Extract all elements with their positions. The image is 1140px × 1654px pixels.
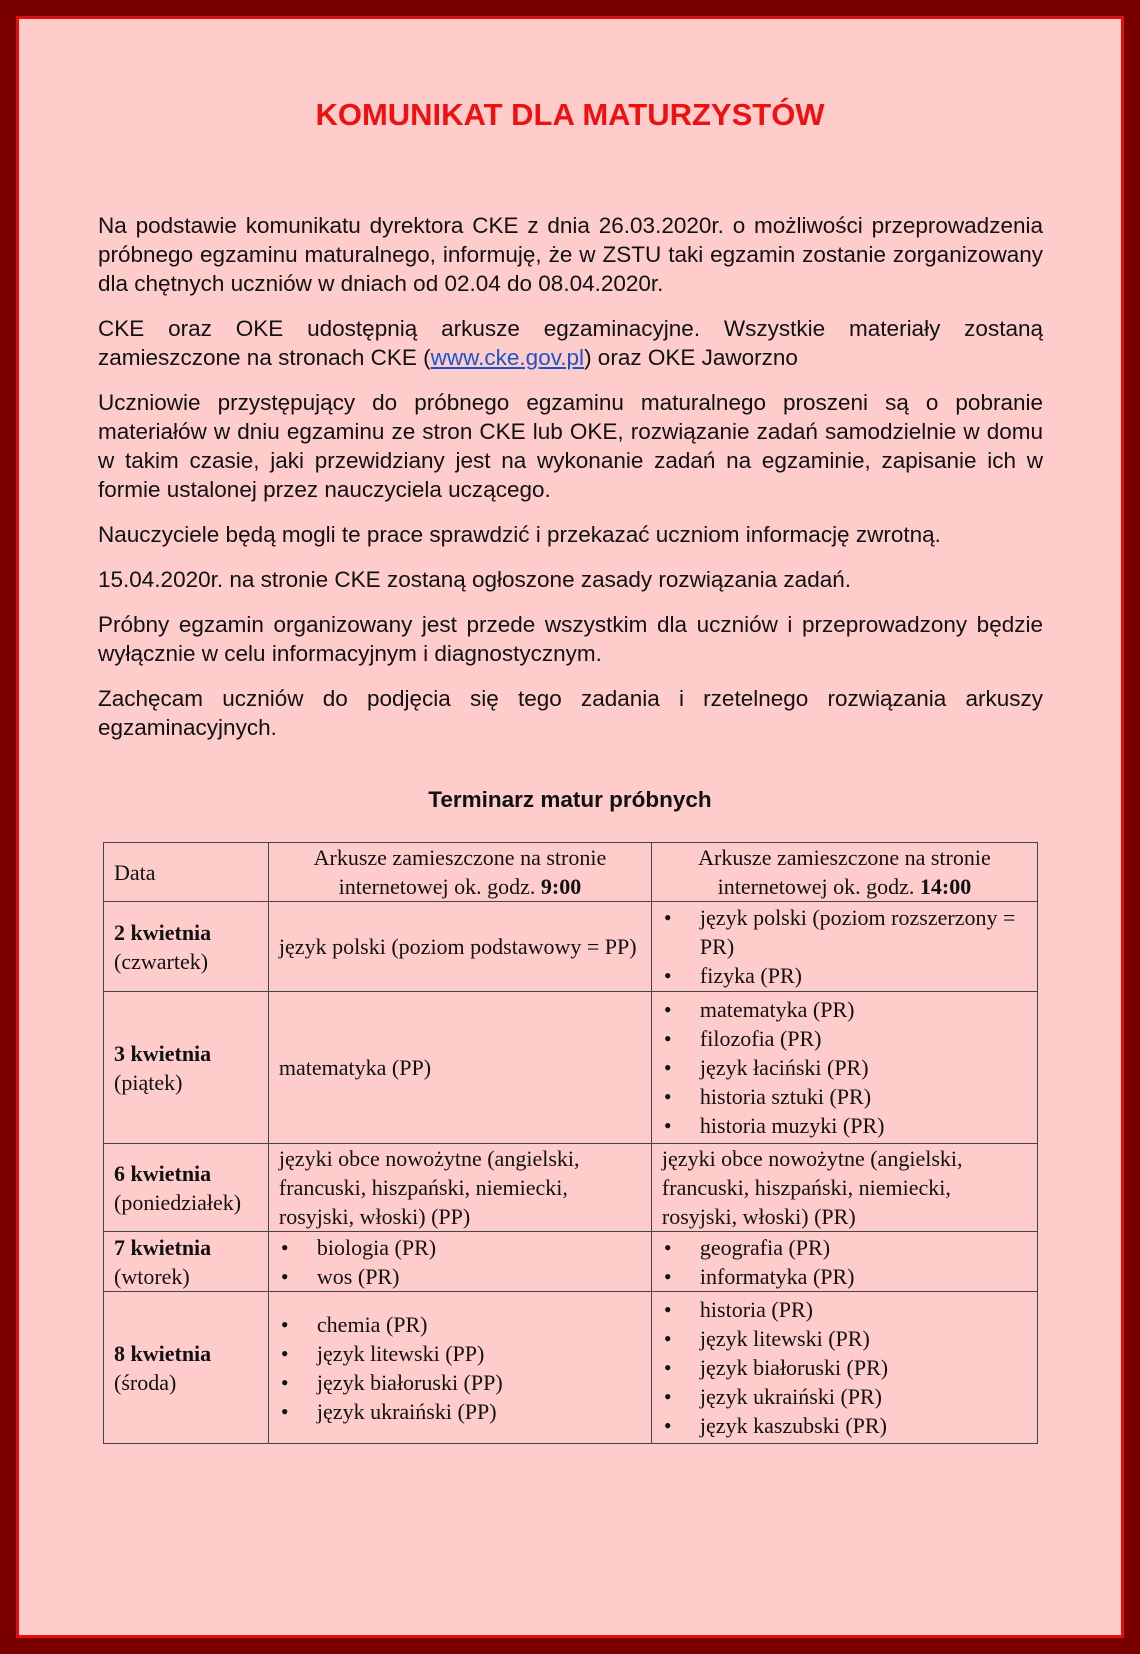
paragraph-materials [98, 314, 1043, 372]
afternoon-exam-list [662, 1233, 1027, 1291]
list-item: • język ukraiński (PR) [662, 1382, 1027, 1411]
date-weekday: (wtorek) [114, 1263, 190, 1289]
table-row [104, 992, 1038, 1144]
date-day: 3 kwietnia [114, 1040, 212, 1066]
cke-website-link[interactable]: www.cke.gov.pl [430, 345, 585, 370]
morning-cell [268, 1292, 651, 1444]
morning-cell: matematyka (PP) [268, 992, 651, 1144]
list-item: • filozofia (PR) [662, 1024, 1027, 1053]
afternoon-cell [651, 1292, 1037, 1444]
date-weekday: (piątek) [114, 1069, 183, 1095]
date-cell [104, 1292, 269, 1444]
date-day: 2 kwietnia [114, 919, 212, 945]
afternoon-cell: języki obce nowożytne (angielski, francuski, hiszpański, niemiecki, rosyjski, włoski) (PR) [651, 1144, 1037, 1232]
paragraph-materials-text-end: ) oraz OKE Jaworzno [584, 345, 798, 370]
list-item: • historia muzyki (PR) [662, 1111, 1027, 1140]
list-item: • historia sztuki (PR) [662, 1082, 1027, 1111]
page-title: KOMUNIKAT DLA MATURZYSTÓW [315, 97, 825, 132]
announcement-body [98, 211, 1043, 758]
afternoon-exam-list [662, 995, 1027, 1140]
list-item: • matematyka (PR) [662, 995, 1027, 1024]
list-item: • chemia (PR) [279, 1310, 641, 1339]
header-date: Data [104, 843, 269, 902]
date-weekday: (środa) [114, 1369, 177, 1395]
list-item: • język łaciński (PR) [662, 1053, 1027, 1082]
paragraph-purpose: Próbny egzamin organizowany jest przede wszystkim dla uczniów i przeprowadzony będzie wyłącznie w celu informacyjnym i diagnostycznym. [98, 612, 1043, 666]
date-day: 8 kwietnia [114, 1340, 212, 1366]
list-item: • język polski (poziom rozszerzony = PR) [662, 903, 1027, 961]
date-weekday: (czwartek) [114, 948, 209, 974]
list-item: • geografia (PR) [662, 1233, 1027, 1262]
date-cell [104, 902, 269, 992]
header-afternoon [651, 843, 1037, 902]
date-day: 6 kwietnia [114, 1160, 212, 1186]
afternoon-exam-list [662, 1295, 1027, 1440]
list-item: • historia (PR) [662, 1295, 1027, 1324]
date-cell [104, 1144, 269, 1232]
morning-cell [268, 1232, 651, 1292]
paragraph-instructions: Uczniowie przystępujący do próbnego egzaminu maturalnego proszeni są o pobranie materiałów w dniu egzaminu ze stron CKE lub OKE, rozwiązanie zadań samodzielnie w domu w takim czasie, jaki przewidziany jest na wykonanie zadań na egzaminie, zapisanie ich w formie ustalonej przez nauczyciela uczącego. [98, 390, 1043, 502]
list-item: • język litewski (PR) [662, 1324, 1027, 1353]
list-item: • fizyka (PR) [662, 961, 1027, 990]
list-item: • język kaszubski (PR) [662, 1411, 1027, 1440]
paragraph-materials-text-start: CKE oraz OKE udostępnią arkusze egzaminacyjne. Wszystkie materiały zostaną zamieszczone na stronach CKE ( [98, 316, 1043, 370]
list-item: • język litewski (PP) [279, 1339, 641, 1368]
paragraph-encouragement: Zachęcam uczniów do podjęcia się tego zadania i rzetelnego rozwiązania arkuszy egzaminacyjnych. [98, 686, 1043, 740]
table-row [104, 1144, 1038, 1232]
list-item: • język białoruski (PP) [279, 1368, 641, 1397]
header-morning-time: 9:00 [540, 874, 582, 899]
afternoon-cell [651, 902, 1037, 992]
date-weekday: (poniedziałek) [114, 1189, 242, 1215]
morning-exam-list [279, 1233, 641, 1291]
list-item: • język ukraiński (PP) [279, 1397, 641, 1426]
schedule-title: Terminarz matur próbnych [428, 787, 712, 812]
morning-cell: języki obce nowożytne (angielski, francuski, hiszpański, niemiecki, rosyjski, włoski) (PP) [268, 1144, 651, 1232]
list-item: • informatyka (PR) [662, 1262, 1027, 1291]
table-header-row [104, 843, 1038, 902]
date-cell [104, 992, 269, 1144]
date-day: 7 kwietnia [114, 1234, 212, 1260]
list-item: • wos (PR) [279, 1262, 641, 1291]
table-row [104, 1292, 1038, 1444]
afternoon-exam-list [662, 903, 1027, 990]
morning-cell: język polski (poziom podstawowy = PP) [268, 902, 651, 992]
morning-exam-list [279, 1310, 641, 1426]
afternoon-cell [651, 992, 1037, 1144]
paragraph-rules-date: 15.04.2020r. na stronie CKE zostaną ogłoszone zasady rozwiązania zadań. [98, 567, 851, 592]
header-afternoon-text: Arkusze zamieszczone na stronie internetowej ok. godz. [698, 845, 991, 899]
afternoon-cell [651, 1232, 1037, 1292]
table-row [104, 1232, 1038, 1292]
header-morning [268, 843, 651, 902]
schedule-table [103, 842, 1038, 1444]
date-cell [104, 1232, 269, 1292]
paragraph-exam-info: Na podstawie komunikatu dyrektora CKE z dnia 26.03.2020r. o możliwości przeprowadzenia próbnego egzaminu maturalnego, informuję, że w ZSTU taki egzamin zostanie zorganizowany dla chętnych uczniów w dniach od 02.04 do 08.04.2020r. [98, 213, 1043, 296]
header-afternoon-time: 14:00 [919, 874, 972, 899]
list-item: • język białoruski (PR) [662, 1353, 1027, 1382]
table-row [104, 902, 1038, 992]
header-morning-text: Arkusze zamieszczone na stronie internetowej ok. godz. [313, 845, 607, 899]
list-item: • biologia (PR) [279, 1233, 641, 1262]
paragraph-teachers: Nauczyciele będą mogli te prace sprawdzić i przekazać uczniom informację zwrotną. [98, 522, 941, 547]
